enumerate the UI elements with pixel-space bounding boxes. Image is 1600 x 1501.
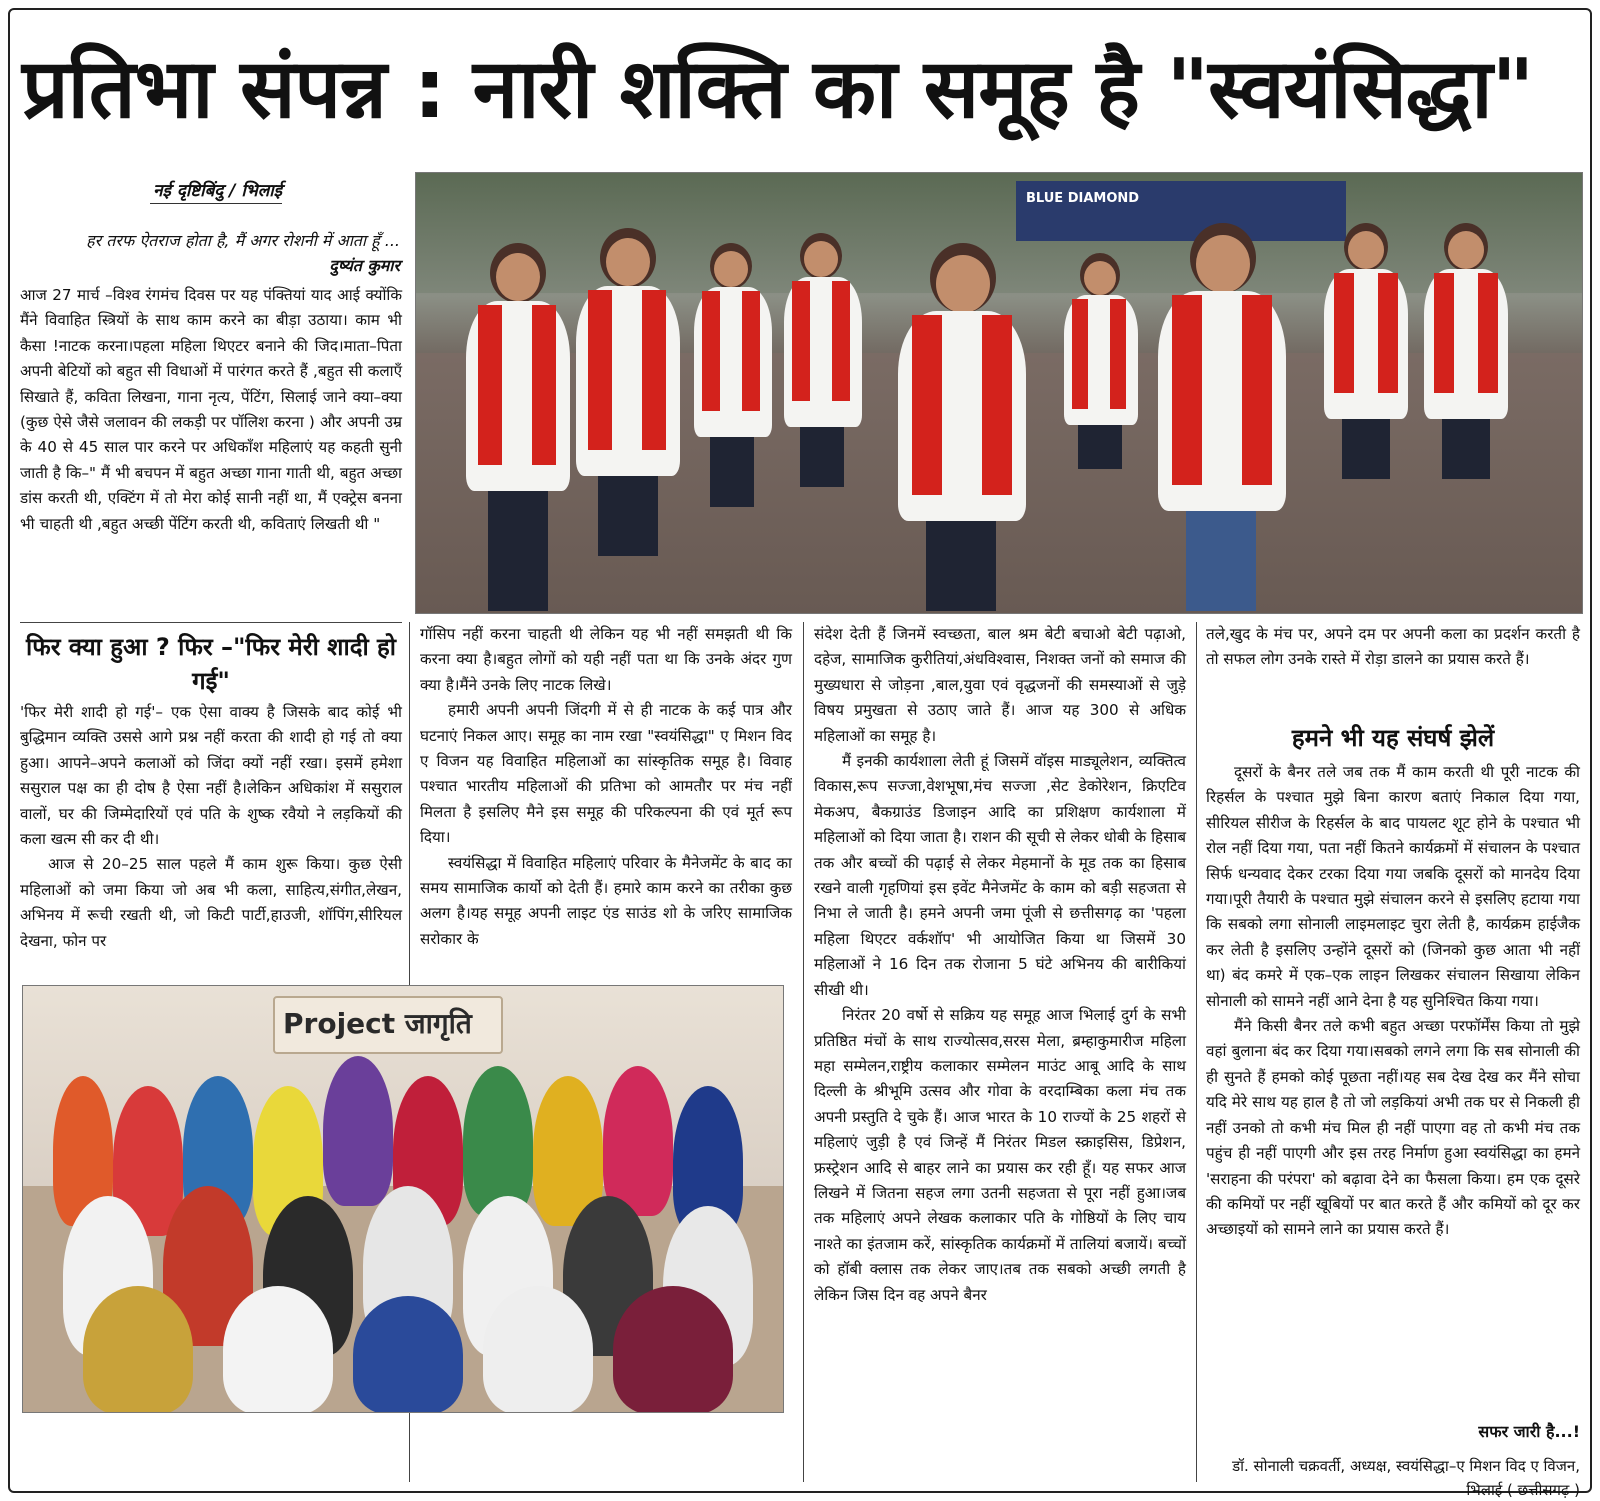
paragraph: 'फिर मेरी शादी हो गई'– एक ऐसा वाक्य है जिसके बाद कोई भी बुद्धिमान व्यक्ति उससे आगे प्रश्न नहीं करता की शादी हो गई तो क्या हुआ। आपने–अपने कलाओं को जिंदा क्यों नहीं रखा। इसमें हमेशा ससुराल पक्ष का ही दोष है ऐसा नहीं है।लेकिन अधिकांश में ससुराल वालों, घर की जिम्मेदारियों एवं पति के शुष्क रवैयो ने लड़कियों की कला खत्म सी कर दी थी। <box>20 703 402 849</box>
performer <box>776 233 866 493</box>
column-4 <box>1206 622 1580 673</box>
paragraph: तले,खुद के मंच पर, अपने दम पर अपनी कला का प्रदर्शन करती है तो सफल लोग उनके रास्ते में रोड़ा डालने का प्रयास करते हैं। <box>1206 625 1580 669</box>
group-member <box>613 1286 733 1413</box>
section-divider <box>20 622 402 623</box>
subhead-struggle: हमने भी यह संघर्ष झेलें <box>1291 724 1495 752</box>
opening-quote <box>20 228 400 278</box>
group-member <box>83 1286 193 1413</box>
column-1 <box>20 700 402 954</box>
headline: प्रतिभा संपन्न : नारी शक्ति का समूह है "स्वयंसिद्धा" <box>22 42 1534 137</box>
performer <box>1056 253 1146 473</box>
paragraph: गॉसिप नहीं करना चाहती थी लेकिन यह भी नहीं समझती थी कि करना क्या है।बहुत लोगों को यही नहीं पता था कि उनके अंदर गुण क्या है।मैंने उनके लिए नाटक लिखे। <box>420 625 792 694</box>
paragraph: मैंने किसी बैनर तले कभी बहुत अच्छा परफॉर्मेंस किया तो मुझे वहां बुलाना बंद कर दिया गया।सबको लगने लगा कि सब सोनाली की ही सुनते हैं हमको कोई पूछता नहीं।यह सब देख देख कर मैंने सोचा यदि मेरे साथ यह हाल है तो जो लड़कियां अभी तक घर से निकली ही नहीं उनको तो कभी मंच मिल ही नहीं पाएगा वह तो कभी मंच तक पहुंच ही नहीं पाएगी और इस तरह निर्माण हुआ स्वयंसिद्धा का हमने 'सराहना की परंपरा' को बढ़ावा देने का फैसला किया। हम एक दूसरे की कमियों पर नहीं खूबियों पर बात करते हैं और कमियों को दूर कर अच्छाइयों को सामने लाने का प्रयास करते हैं। <box>1206 1017 1580 1239</box>
paragraph: हमारी अपनी अपनी जिंदगी में से ही नाटक के कई पात्र और घटनाएं निकल आए। समूह का नाम रखा "स्वयंसिद्धा" ए मिशन विद ए विजन यह विवाहित महिलाओं का सांस्कृतिक समूह है। विवाह पश्चात भारतीय महिलाओं की प्रतिभा को आमतौर पर मंच नहीं मिलता है इसलिए मैने इस समूह की परिकल्पना की एवं मूर्त रूप दिया। <box>420 701 792 847</box>
author-credit: डॉ. सोनाली चक्रवर्ती, अध्यक्ष, स्वयंसिद्धा–ए मिशन विद ए विजन, भिलाई ( छत्तीसगढ़ ) <box>1232 1457 1580 1499</box>
group-member <box>463 1066 533 1216</box>
group-member <box>603 1066 673 1216</box>
group-member <box>483 1286 593 1413</box>
column-4-body <box>1206 760 1580 1243</box>
performer-front <box>1146 223 1296 613</box>
paragraph: स्वयंसिद्धा में विवाहित महिलाएं परिवार के मैनेजमेंट के बाद का समय सामाजिक कार्यो को देती हैं। हमारे काम करने का तरीका कुछ अलग है।यह समूह अपनी लाइट एंड साउंड शो के जरिए सामाजिक सरोकार के <box>420 853 792 948</box>
group-member <box>223 1286 333 1413</box>
column-2 <box>420 622 792 952</box>
paragraph: संदेश देती हैं जिनमें स्वच्छता, बाल श्रम बेटी बचाओ बेटी पढ़ाओ, दहेज, सामाजिक कुरीतियां,अंधविश्वास, निशक्त जनों को समाज की मुख्यधारा से जोड़ना ,बाल,युवा एवं वृद्धजनों की समस्याओं से जुड़े विषय प्रमुखता से उठाए जाते हैं। आज यह 300 से अधिक महिलाओं का समूह है। <box>814 625 1186 745</box>
performer-center <box>886 243 1036 613</box>
paragraph: आज से 20–25 साल पहले मैं काम शुरू किया। कुछ ऐसी महिलाओं को जमा किया जो अब भी कला, साहित्य,संगीत,लेखन, अभिनय में रूची रखती थी, जो किटी पार्टी,हाउजी, शॉपिंग,सीरियल देखना, फोन पर <box>20 855 402 950</box>
performer <box>1416 223 1516 483</box>
continued-note: सफर जारी है...! <box>1478 1422 1580 1441</box>
paragraph: दूसरों के बैनर तले जब तक मैं काम करती थी पूरी नाटक की रिहर्सल के पश्चात मुझे बिना कारण बताएं निकाल दिया गया, सीरियल सीरीज के रिहर्सल के बाद पायलट शूट होने के पश्चात भी रोल नहीं दिया गया, पता नहीं कितने कार्यक्रमों में संचालन के पश्चात सिर्फ धन्यवाद देकर टरका दिया गया जबकि दूसरों को मानदेय दिया गया।पूरी तैयारी के पश्चात मुझे संचालन करने से इसलिए हटाया गया कि सबको लगा सोनाली लाइमलाइट चुरा लेती है, कार्यक्रम हाईजैक कर लेती है इसलिए उन्होंने दूसरों को (जिनको कुछ आता भी नहीं था) बंद कमरे में एक–एक लाइन लिखकर संचालन सिखाया लेकिन सोनाली को सामने नहीं आने देना है यह सुनिश्चित किया गया। <box>1206 763 1580 1010</box>
subhead-married: फिर क्या हुआ ? फिर –"फिर मेरी शादी हो गई" <box>26 633 396 695</box>
group-member <box>353 1296 463 1413</box>
intro-paragraph: आज 27 मार्च –विश्व रंगमंच दिवस पर यह पंक्तियां याद आई क्योंकि मैंने विवाहित स्त्रियों के साथ काम करने का बीड़ा उठाया। काम भी कैसा !नाटक करना।पहला महिला थिएटर बनाने की जिद।माता–पिता अपनी बेटियों को बहुत सी विधाओं में पारंगत करते हैं ,बहुत सी कलाएँ सिखाते हैं, कविता लिखना, गाना नृत्य, पेंटिंग, सिलाई जाने क्या–क्या (कुछ ऐसे जैसे जलावन की लकड़ी पर पॉलिश करना ) और अपनी उम्र के 40 से 45 साल पार करने पर अधिकाँश महिलाएं यह कहती सुनी जाती है कि–" मैं भी बचपन में बहुत अच्छा गाना गाती थी, बहुत अच्छा डांस करती थी, एक्टिंग में तो मेरा कोई सानी नहीं था, मैं एक्ट्रेस बनना भी चाहती थी ,बहुत अच्छी पेंटिंग करती थी, कविताएं लिखती थी " <box>20 286 402 533</box>
performer <box>566 228 686 568</box>
column-rule <box>1196 622 1197 1482</box>
column-rule <box>803 622 804 1482</box>
paragraph: निरंतर 20 वर्षो से सक्रिय यह समूह आज भिलाई दुर्ग के सभी प्रतिष्ठित मंचों के साथ राज्योत्सव,सरस मेला, ब्रम्हाकुमारीज महिला महा सम्मेलन,राष्ट्रीय कलाकार सम्मेलन माउंट आबू आदि के साथ दिल्ली के श्रीभूमि उत्सव और गोवा के वरदाम्बिका कला मंच तक अपनी प्रस्तुति दे चुके हैं। आज भारत के 10 राज्यों के 25 शहरों से महिलाएं जुड़ी है एवं जिन्हें मैं निरंतर मिडल स्क्राइसिस, डिप्रेशन, फ्रस्ट्रेशन आदि से बाहर लाने का प्रयास कर रही हूँ। यह सफर आज लिखने में जितना सहज लगा उतनी सहजता से पूरा नहीं हुआ।जब तक महिलाएं अपने लेखक कलाकार पति के गोष्ठियों के लिए चाय नाश्ते का इंतजाम करें, सांस्कृतिक कार्यक्रमों में तालियां बजायें। बच्चों को हॉबी क्लास तक लेकर जाए।तब तक सबको अच्छी लगती है लेकिन जिस दिन वह अपने बैनर <box>814 1006 1186 1304</box>
performer <box>456 243 576 613</box>
performer <box>686 243 776 513</box>
quote-author: दुष्यंत कुमार <box>329 256 400 275</box>
byline-rule <box>150 203 282 204</box>
quote-line: हर तरफ ऐतराज होता है, मैं अगर रोशनी में आता हूँ ... <box>86 231 400 250</box>
photo-group-portrait <box>22 985 784 1413</box>
byline: नई दृष्टिबिंदु / भिलाई <box>153 181 282 201</box>
column-3 <box>814 622 1186 1308</box>
intro-column <box>20 283 402 537</box>
group-member <box>323 1056 393 1206</box>
signoff <box>1206 1420 1580 1501</box>
shop-sign: BLUE DIAMOND <box>1026 191 1140 206</box>
project-banner-text: Project जागृति <box>283 1007 472 1040</box>
performer <box>1316 223 1416 483</box>
photo-street-performance <box>415 172 1583 614</box>
paragraph: मैं इनकी कार्यशाला लेती हूं जिसमें वॉइस माड्यूलेशन, व्यक्तित्व विकास,रूप सज्जा,वेशभूषा,मंच सज्जा ,सेट डेकोरेशन, क्रिएटिव मेकअप, बैकग्राउंड डिजाइन आदि का प्रशिक्षण कार्यशाला में महिलाओं को दिया जाता है। राशन की सूची से लेकर धोबी के हिसाब तक और बच्चों की पढ़ाई से लेकर मेहमानों के मूड तक का हिसाब रखने वाली गृहणियां इस इवेंट मैनेजमेंट के काम को बड़ी सहजता से निभा ले जाती है। हमने अपनी जमा पूंजी से छत्तीसगढ़ का 'पहला महिला थिएटर वर्कशॉप' भी आयोजित किया था जिसमें 30 महिलाओं ने 16 दिन तक रोजाना 5 घंटे अभिनय की बारीकियां सीखी थी। <box>814 752 1186 999</box>
